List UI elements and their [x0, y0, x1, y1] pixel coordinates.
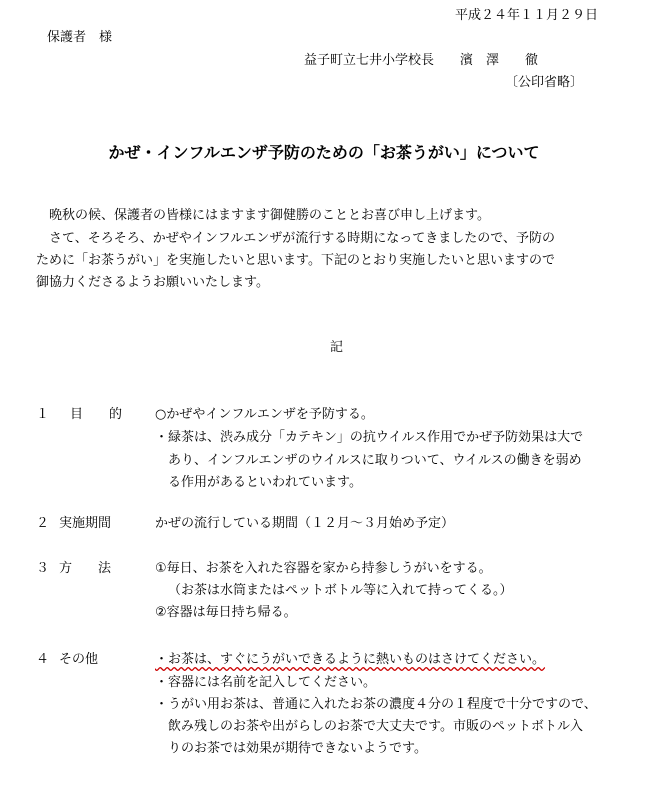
item-line: ・緑茶は、渋み成分「カテキン」の抗ウイルス作用でかぜ予防効果は大で [155, 430, 584, 445]
document-title: かぜ・インフルエンザ予防のための「お茶うがい」について [108, 143, 540, 162]
item-line: かぜの流行している期間（１２月～３月始め予定） [155, 516, 455, 531]
item-line: ○かぜやインフルエンザを予防する。 [155, 407, 374, 422]
sender: 益子町立七井小学校長 濱 澤 徹 [304, 53, 539, 68]
item-number: １ [36, 407, 50, 422]
item-line: る作用があるといわれています。 [168, 475, 362, 490]
item-number: ４ [36, 652, 50, 667]
recipient: 保護者 様 [47, 30, 113, 45]
body-line: 御協力くださるようお願いいたします。 [36, 275, 269, 290]
document-date: 平成２４年１１月２９日 [455, 8, 599, 23]
item-line: 飲み残しのお茶や出がらしのお茶で大丈夫です。市販のペットボトル入 [168, 719, 583, 734]
item-heading: その他 [59, 652, 99, 667]
item-line: ・お茶は、すぐにうがいできるように熱いものはさけてください。 [155, 652, 546, 667]
item-heading: 目 的 [70, 407, 123, 422]
ki-heading: 記 [330, 340, 344, 355]
item-line: ②容器は毎日持ち帰る。 [155, 605, 297, 620]
item-line: ・容器には名前を記入してください。 [155, 675, 377, 690]
body-line: さて、そろそろ、かぜやインフルエンザが流行する時期になってきましたので、予防の [36, 231, 555, 246]
body-line: ために「お茶うがい」を実施したいと思います。下記のとおり実施したいと思いますので [36, 253, 555, 268]
item-line: （お茶は水筒またはペットボトル等に入れて持ってくる。） [168, 583, 513, 598]
item-heading: 実施期間 [59, 516, 112, 531]
item-line: りのお茶では効果が期待できないようです。 [168, 741, 427, 756]
item-number: ２ [36, 516, 50, 531]
item-line: ①毎日、お茶を入れた容器を家から持参しうがいをする。 [155, 561, 492, 576]
seal-note: 〔公印省略〕 [505, 75, 584, 90]
item-line: あり、インフルエンザのウイルスに取りついて、ウイルスの働きを弱め [168, 453, 582, 468]
item-heading: 方 法 [59, 561, 112, 576]
body-line: 晩秋の候、保護者の皆様にはますます御健勝のこととお喜び申し上げます。 [36, 208, 490, 223]
item-number: ３ [36, 561, 50, 576]
item-line: ・うがい用お茶は、普通に入れたお茶の濃度４分の１程度で十分ですので、 [155, 697, 597, 712]
